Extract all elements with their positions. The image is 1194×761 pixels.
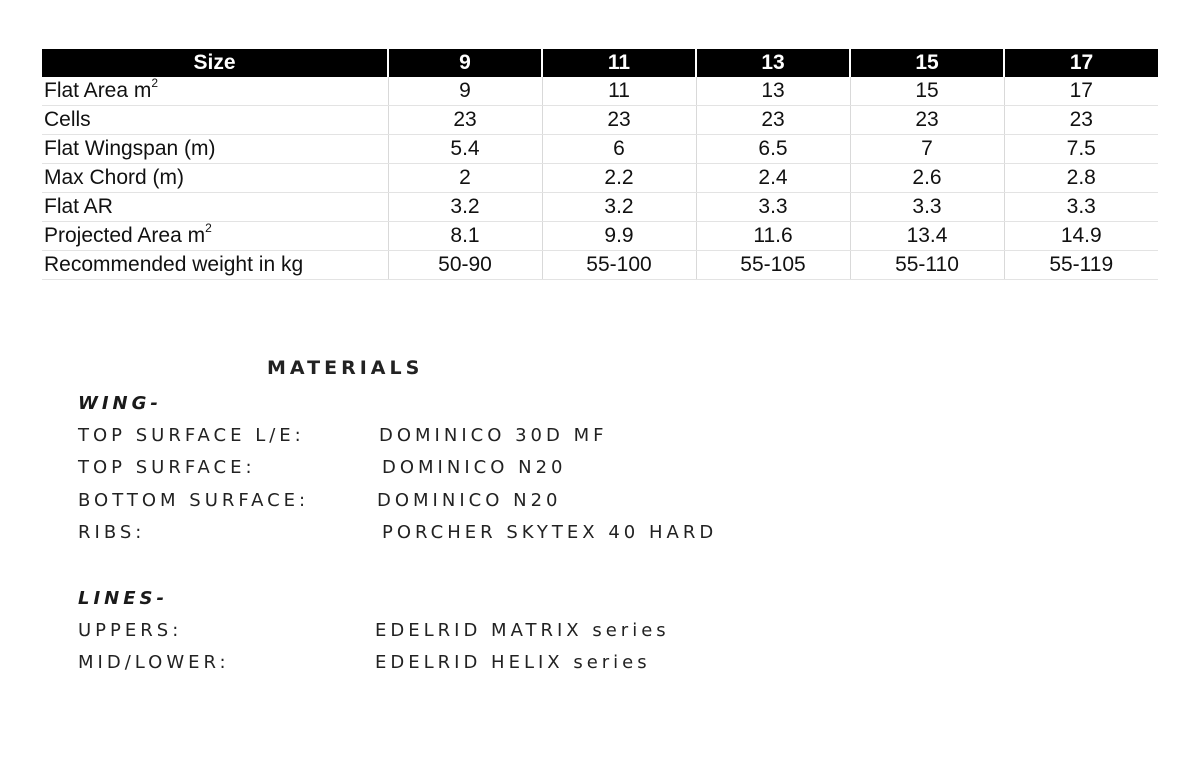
lines-section-title: LINES- xyxy=(78,588,168,609)
material-key: RIBS: xyxy=(78,522,146,543)
material-value: EDELRID HELIX series xyxy=(375,652,651,673)
table-cell: 55-100 xyxy=(542,251,696,280)
table-cell: 3.2 xyxy=(388,193,542,222)
table-cell: 55-105 xyxy=(696,251,850,280)
table-cell: 9.9 xyxy=(542,222,696,251)
table-row xyxy=(42,193,1158,222)
table-cell: 9 xyxy=(388,77,542,106)
row-label xyxy=(42,77,388,106)
table-cell: 2.2 xyxy=(542,164,696,193)
table-body xyxy=(42,77,1158,280)
row-label xyxy=(42,106,388,135)
material-key: BOTTOM SURFACE: xyxy=(78,490,310,511)
row-label-text: Flat Wingspan (m) xyxy=(44,137,216,160)
row-label-text: Cells xyxy=(44,108,91,131)
material-key: TOP SURFACE L/E: xyxy=(78,425,305,446)
table-cell: 8.1 xyxy=(388,222,542,251)
table-cell: 23 xyxy=(1004,106,1158,135)
spec-table xyxy=(42,49,1158,280)
row-label-text: Max Chord (m) xyxy=(44,166,185,189)
table-cell: 2.6 xyxy=(850,164,1004,193)
materials-heading: MATERIALS xyxy=(267,357,424,379)
material-value: EDELRID MATRIX series xyxy=(375,620,670,641)
table-cell: 13 xyxy=(696,77,850,106)
table-cell: 3.2 xyxy=(542,193,696,222)
table-cell: 11.6 xyxy=(696,222,850,251)
table-cell: 3.3 xyxy=(1004,193,1158,222)
table-row xyxy=(42,251,1158,280)
table-cell: 14.9 xyxy=(1004,222,1158,251)
table-cell: 50-90 xyxy=(388,251,542,280)
material-key: TOP SURFACE: xyxy=(78,457,256,478)
table-cell: 3.3 xyxy=(850,193,1004,222)
table-cell: 3.3 xyxy=(696,193,850,222)
header-size-17: 17 xyxy=(1004,49,1158,77)
table-cell: 23 xyxy=(696,106,850,135)
row-label-text: Projected Area m xyxy=(44,224,206,247)
row-label xyxy=(42,222,388,251)
row-label-text: Flat AR xyxy=(44,195,113,218)
table-cell: 6.5 xyxy=(696,135,850,164)
header-size-13: 13 xyxy=(696,49,850,77)
table-row xyxy=(42,164,1158,193)
wing-section-title: WING- xyxy=(78,393,162,414)
material-key: UPPERS: xyxy=(78,620,183,641)
table-row xyxy=(42,135,1158,164)
table-cell: 7 xyxy=(850,135,1004,164)
table-row xyxy=(42,77,1158,106)
header-size-11: 11 xyxy=(542,49,696,77)
material-value: PORCHER SKYTEX 40 HARD xyxy=(382,522,718,543)
header-size-15: 15 xyxy=(850,49,1004,77)
table-cell: 7.5 xyxy=(1004,135,1158,164)
row-label xyxy=(42,135,388,164)
row-label-text: Flat Area m xyxy=(44,79,152,102)
table-header-row xyxy=(42,49,1158,77)
material-key: MID/LOWER: xyxy=(78,652,230,673)
table-cell: 23 xyxy=(542,106,696,135)
table-row xyxy=(42,222,1158,251)
unit-superscript: 2 xyxy=(151,76,159,90)
table-cell: 6 xyxy=(542,135,696,164)
table-cell: 2 xyxy=(388,164,542,193)
table-cell: 17 xyxy=(1004,77,1158,106)
table-cell: 55-119 xyxy=(1004,251,1158,280)
table-cell: 2.4 xyxy=(696,164,850,193)
table-row xyxy=(42,106,1158,135)
table-cell: 15 xyxy=(850,77,1004,106)
unit-superscript: 2 xyxy=(205,221,212,235)
material-value: DOMINICO N20 xyxy=(377,490,562,511)
table-cell: 23 xyxy=(388,106,542,135)
row-label xyxy=(42,164,388,193)
table-cell: 2.8 xyxy=(1004,164,1158,193)
row-label-text: Recommended weight in kg xyxy=(44,253,304,276)
table-cell: 23 xyxy=(850,106,1004,135)
table-cell: 13.4 xyxy=(850,222,1004,251)
header-size: Size xyxy=(42,49,388,77)
table-cell: 55-110 xyxy=(850,251,1004,280)
material-value: DOMINICO 30D MF xyxy=(379,425,608,446)
table-cell: 11 xyxy=(542,77,696,106)
material-value: DOMINICO N20 xyxy=(382,457,567,478)
header-size-9: 9 xyxy=(388,49,542,77)
row-label xyxy=(42,251,388,280)
row-label xyxy=(42,193,388,222)
table-cell: 5.4 xyxy=(388,135,542,164)
